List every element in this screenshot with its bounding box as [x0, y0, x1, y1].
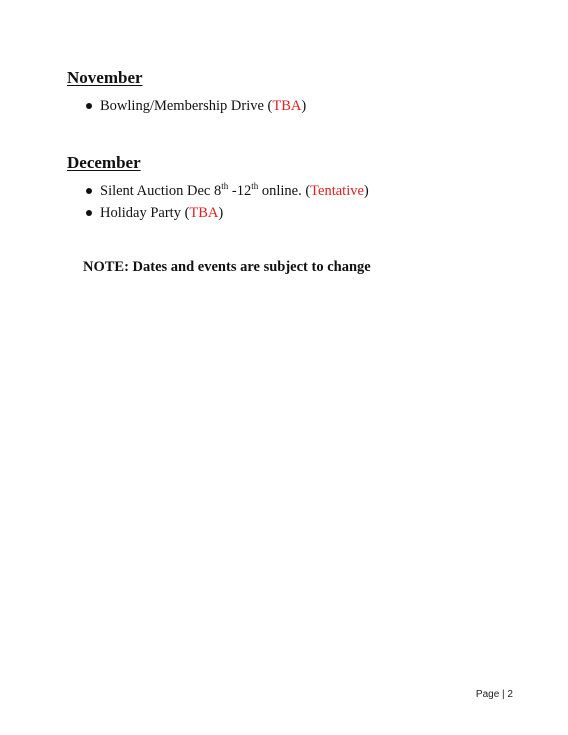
event-close: ): [301, 98, 307, 114]
section-heading-december: December: [67, 153, 141, 172]
event-close: ): [218, 205, 224, 221]
event-text: Holiday Party (: [100, 205, 190, 221]
status-label: TBA: [189, 205, 219, 221]
list-item: [100, 180, 369, 202]
event-text: Bowling/Membership Drive (: [100, 98, 273, 114]
status-label: TBA: [272, 98, 302, 114]
december-event-list: [100, 180, 369, 224]
event-text-pre: Silent Auction Dec 8: [100, 183, 222, 199]
november-event-list: [100, 95, 306, 117]
event-close: ): [363, 183, 369, 199]
list-item: [100, 95, 306, 117]
section-heading-november: November: [67, 68, 143, 87]
event-text-post: online. (: [258, 183, 311, 199]
note-text: NOTE: Dates and events are subject to change: [83, 259, 371, 275]
superscript-th: th: [221, 181, 229, 191]
event-text-mid: -12: [228, 183, 252, 199]
page-number: Page | 2: [475, 689, 513, 700]
list-item: [100, 202, 369, 224]
status-label: Tentative: [310, 183, 364, 199]
superscript-th: th: [251, 181, 259, 191]
